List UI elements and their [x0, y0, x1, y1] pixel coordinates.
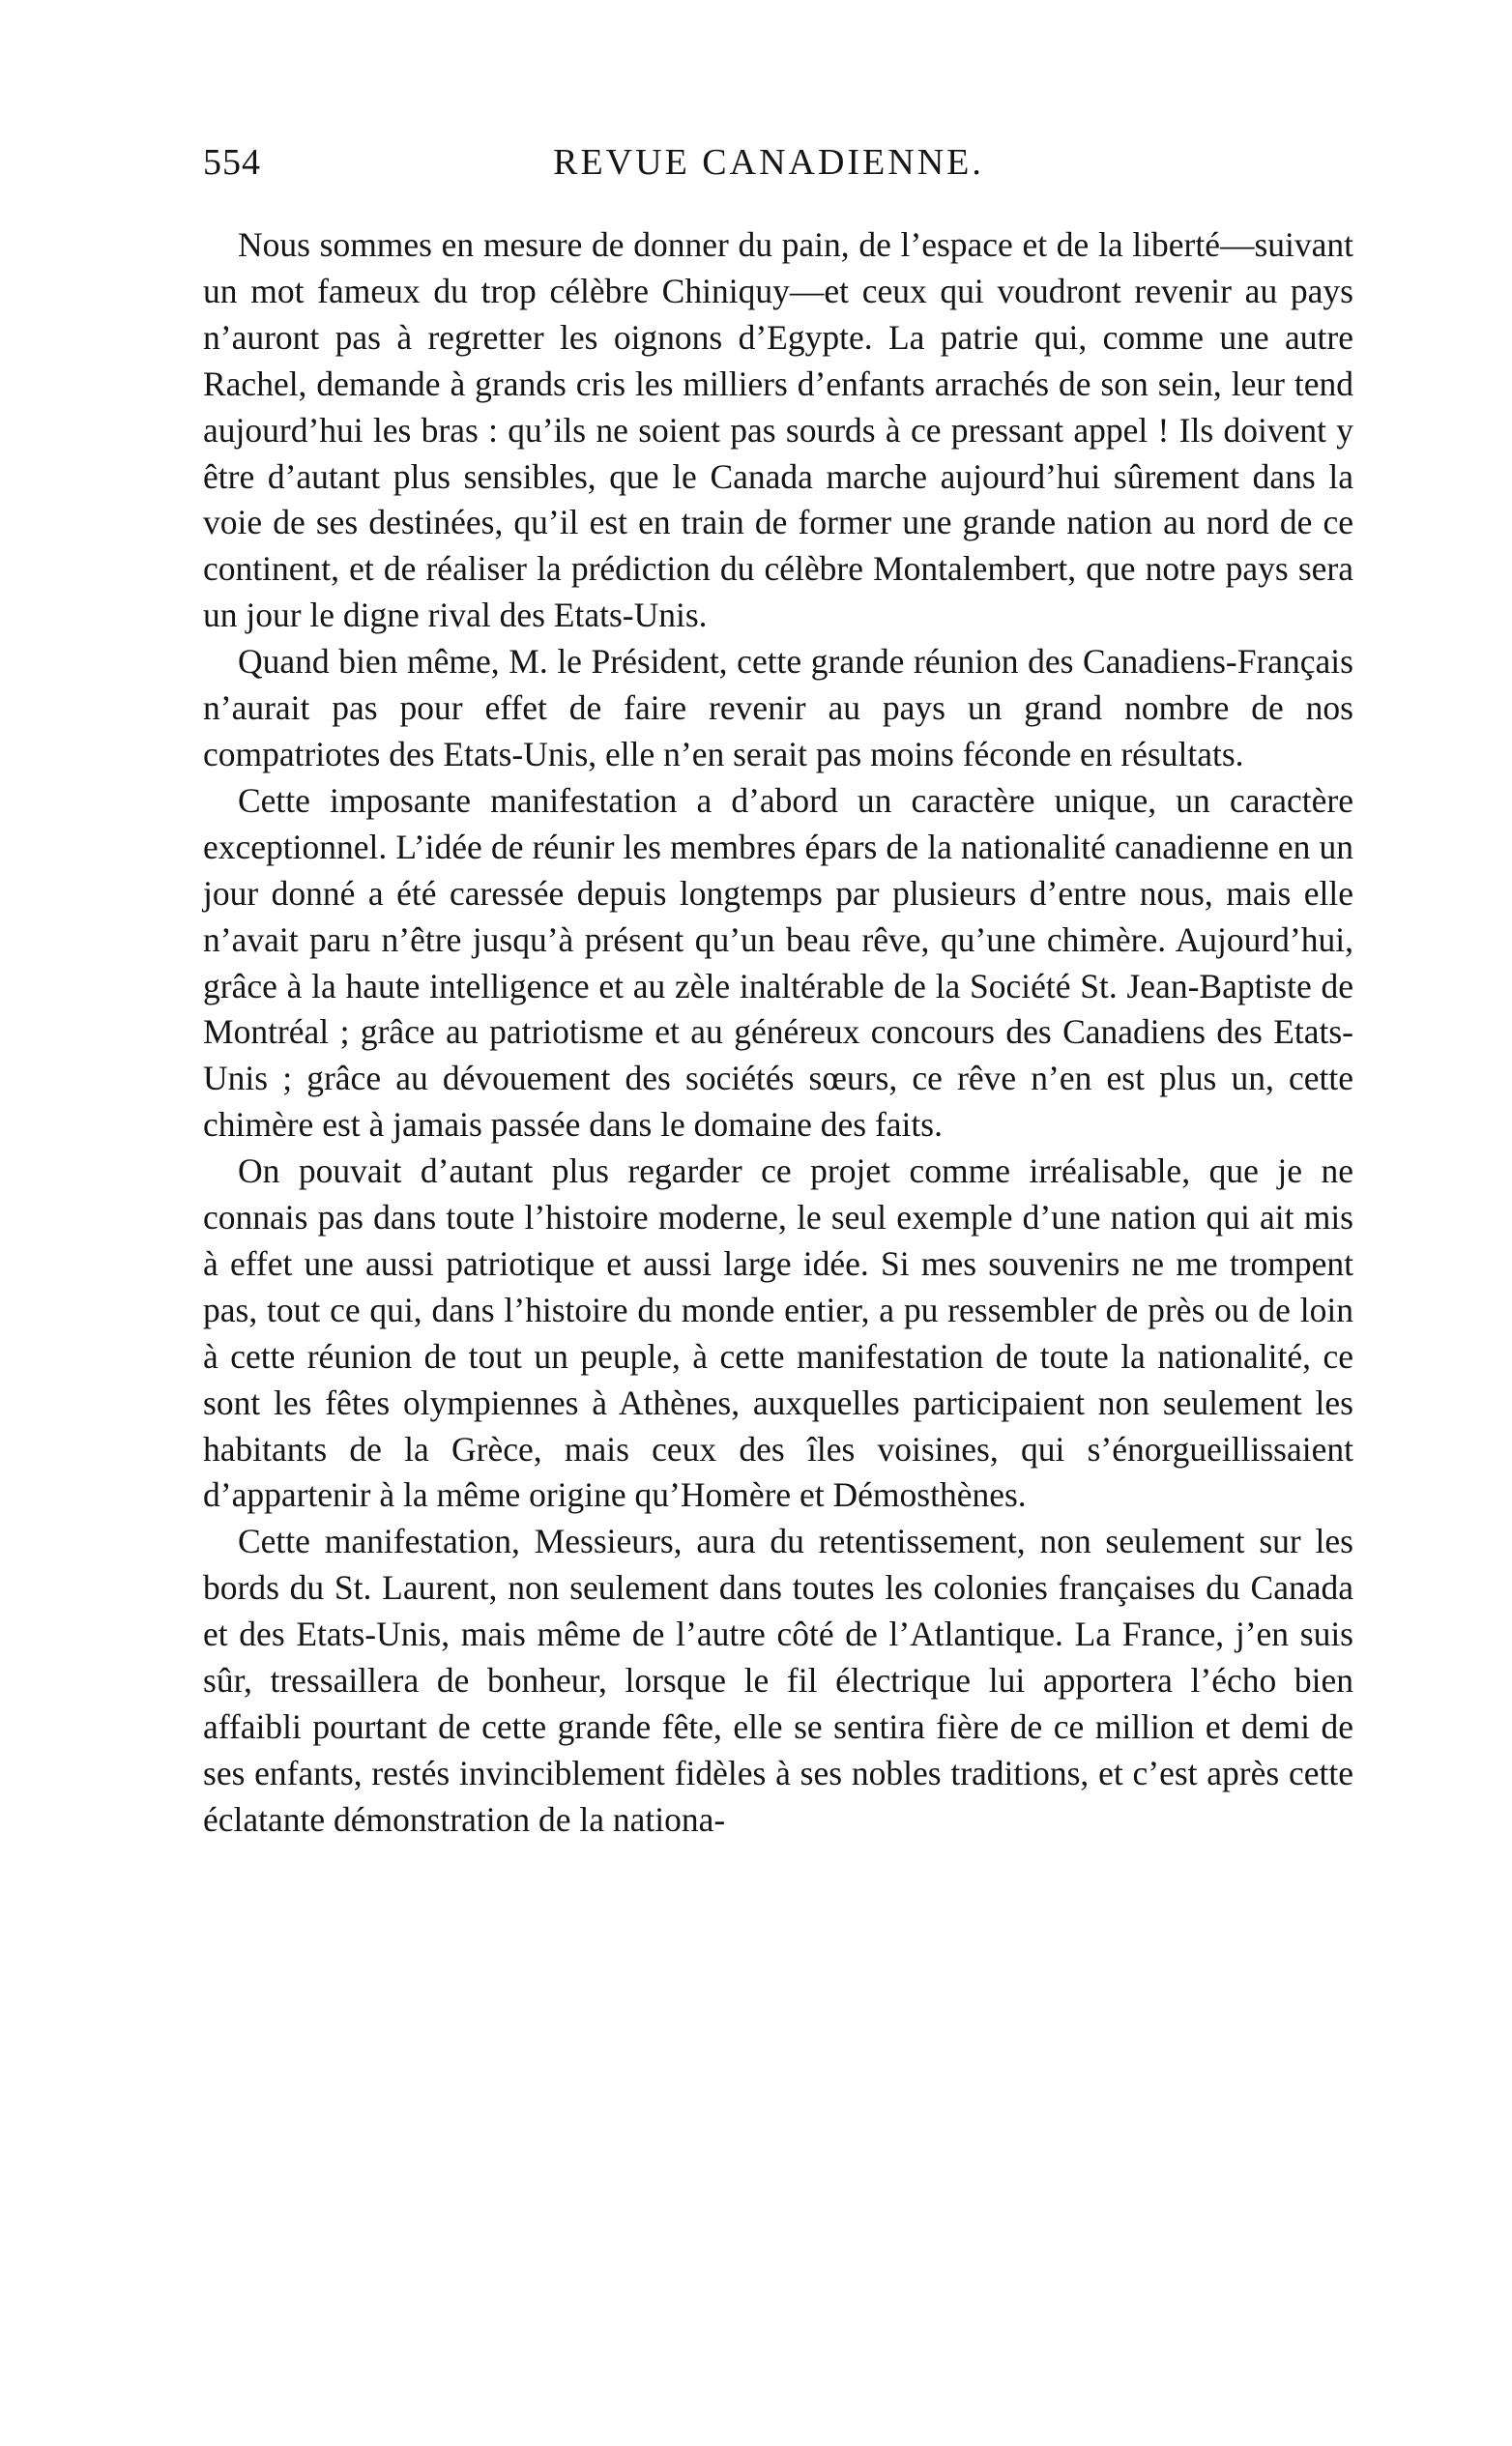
paragraph-4: On pouvait d’autant plus regarder ce projet comme irréalisable, que je ne connais pas dans toute l’histoire moderne, le seul exemple d’une nation qui ait mis à effet une aussi patriotique et aussi large idée. Si mes souvenirs ne me trompent pas, tout ce qui, dans l’histoire du monde entier, a pu ressembler de près ou de loin à cette réunion de tout un peuple, à cette manifestation de toute la nationalité, ce sont les fêtes olympiennes à Athènes, auxquelles participaient non seulement les habitants de la Grèce, mais ceux des îles voisines, qui s’énorgueillissaient d’appartenir à la même origine qu’Homère et Démosthènes.: [203, 1151, 1353, 1515]
paragraph-3: Cette imposante manifestation a d’abord un caractère unique, un caractère exceptionnel. L’idée de réunir les membres épars de la nationalité canadienne en un jour donné a été caressée depuis longtemps par plusieurs d’entre nous, mais elle n’avait paru n’être jusqu’à présent qu’un beau rêve, qu’une chimère. Aujourd’hui, grâce à la haute intelligence et au zèle inaltérable de la Société St. Jean-Baptiste de Montréal ; grâce au patriotisme et au généreux concours des Canadiens des Etats-Unis ; grâce au dévouement des sociétés sœurs, ce rêve n’en est plus un, cette chimère est à jamais passée dans le domaine des faits.: [203, 780, 1353, 1145]
paragraph-2: Quand bien même, M. le Président, cette grande réunion des Canadiens-Français n’aurait pas pour effet de faire revenir au pays un grand nombre de nos compatriotes des Etats-Unis, elle n’en serait pas moins féconde en résultats.: [203, 642, 1353, 773]
page-number: 554: [203, 142, 261, 183]
page-header: [203, 133, 1334, 191]
running-title: REVUE CANADIENNE.: [553, 142, 984, 183]
paragraph-5: Cette manifestation, Messieurs, aura du retentissement, non seulement sur les bords du St. Laurent, non seulement dans toutes les colonies françaises du Canada et des Etats-Unis, mais même de l’autre côté de l’Atlantique. La France, j’en suis sûr, tressaillera de bonheur, lorsque le fil électrique lui apportera l’écho bien affaibli pourtant de cette grande fête, elle se sentira fière de ce million et demi de ses enfants, restés invinciblement fidèles à ses nobles traditions, et c’est après cette éclatante démonstration de la nationa-: [203, 1522, 1353, 1839]
body-text: [203, 222, 1353, 1844]
paragraph-1: Nous sommes en mesure de donner du pain, de l’espace et de la liberté—suivant un mot fameux du trop célèbre Chiniquy—et ceux qui voudront revenir au pays n’auront pas à regretter les oignons d’Egypte. La patrie qui, comme une autre Rachel, demande à grands cris les milliers d’enfants arrachés de son sein, leur tend aujourd’hui les bras : qu’ils ne soient pas sourds à ce pressant appel ! Ils doivent y être d’autant plus sensibles, que le Canada marche aujourd’hui sûrement dans la voie de ses destinées, qu’il est en train de former une grande nation au nord de ce continent, et de réaliser la prédiction du célèbre Montalembert, que notre pays sera un jour le digne rival des Etats-Unis.: [203, 225, 1353, 635]
